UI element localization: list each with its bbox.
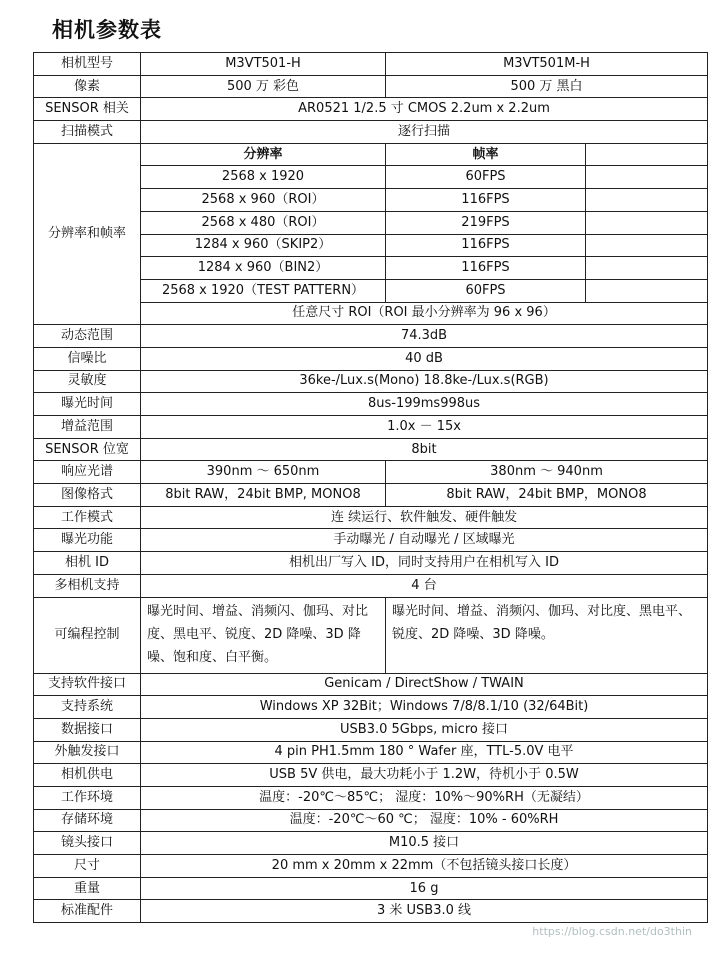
row-label: 标准配件 — [34, 900, 141, 923]
row-label: 相机型号 — [34, 53, 141, 76]
row-label: 扫描模式 — [34, 121, 141, 144]
resolution: 1284 x 960（SKIP2） — [141, 234, 386, 257]
fps: 219FPS — [386, 211, 586, 234]
row-label: 信噪比 — [34, 347, 141, 370]
value: 手动曝光 / 自动曝光 / 区域曝光 — [141, 529, 708, 552]
row-software — [34, 673, 708, 696]
row-programmable — [34, 597, 708, 673]
row-bitwidth — [34, 438, 708, 461]
empty-cell — [586, 257, 708, 280]
row-label: 工作环境 — [34, 786, 141, 809]
value: 温度：-20℃～85℃； 湿度：10%～90%RH（无凝结） — [141, 786, 708, 809]
value: 4 pin PH1.5mm 180 ° Wafer 座，TTL-5.0V 电平 — [141, 741, 708, 764]
row-label: 曝光时间 — [34, 393, 141, 416]
value-b: 500 万 黑白 — [386, 75, 708, 98]
row-sensor — [34, 98, 708, 121]
empty-cell — [586, 143, 708, 166]
row-exposure-time — [34, 393, 708, 416]
value-a: M3VT501-H — [141, 53, 386, 76]
row-work-env — [34, 786, 708, 809]
value-b: 曝光时间、增益、消频闪、伽玛、对比度、黑电平、锐度、2D 降噪、3D 降噪。 — [386, 597, 708, 673]
value: M10.5 接口 — [141, 832, 708, 855]
fps: 60FPS — [386, 166, 586, 189]
resolution: 1284 x 960（BIN2） — [141, 257, 386, 280]
value: 36ke-/Lux.s(Mono) 18.8ke-/Lux.s(RGB) — [141, 370, 708, 393]
value-b: M3VT501M-H — [386, 53, 708, 76]
value: 74.3dB — [141, 325, 708, 348]
row-image-format — [34, 484, 708, 507]
value: Windows XP 32Bit；Windows 7/8/8.1/10 (32/64Bit) — [141, 696, 708, 719]
row-label: 尺寸 — [34, 855, 141, 878]
row-resfps-header — [34, 143, 708, 166]
row-label: 多相机支持 — [34, 574, 141, 597]
value: 3 米 USB3.0 线 — [141, 900, 708, 923]
value: USB 5V 供电，最大功耗小于 1.2W，待机小于 0.5W — [141, 764, 708, 787]
value: 8bit — [141, 438, 708, 461]
row-sensitivity — [34, 370, 708, 393]
row-snr — [34, 347, 708, 370]
row-weight — [34, 877, 708, 900]
value-a: 8bit RAW，24bit BMP, MONO8 — [141, 484, 386, 507]
empty-cell — [586, 279, 708, 302]
row-trigger-if — [34, 741, 708, 764]
resolution: 2568 x 480（ROI） — [141, 211, 386, 234]
row-exposure-func — [34, 529, 708, 552]
row-label: 外触发接口 — [34, 741, 141, 764]
row-spectrum — [34, 461, 708, 484]
value: 40 dB — [141, 347, 708, 370]
row-label: 增益范围 — [34, 416, 141, 439]
row-label: 工作模式 — [34, 506, 141, 529]
row-gain — [34, 416, 708, 439]
resolution: 2568 x 960（ROI） — [141, 189, 386, 212]
row-label: 可编程控制 — [34, 597, 141, 673]
row-label: 支持系统 — [34, 696, 141, 719]
row-lens — [34, 832, 708, 855]
value: Genicam / DirectShow / TWAIN — [141, 673, 708, 696]
spec-table — [33, 52, 708, 923]
row-scan — [34, 121, 708, 144]
row-storage-env — [34, 809, 708, 832]
value: AR0521 1/2.5 寸 CMOS 2.2um x 2.2um — [141, 98, 708, 121]
row-label: 重量 — [34, 877, 141, 900]
row-label: 灵敏度 — [34, 370, 141, 393]
row-label: 像素 — [34, 75, 141, 98]
resolution: 2568 x 1920（TEST PATTERN） — [141, 279, 386, 302]
row-power — [34, 764, 708, 787]
row-size — [34, 855, 708, 878]
empty-cell — [586, 189, 708, 212]
fps: 116FPS — [386, 189, 586, 212]
value-a: 曝光时间、增益、消频闪、伽玛、对比度、黑电平、锐度、2D 降噪、3D 降噪、饱和度、白平衡。 — [141, 597, 386, 673]
row-label: SENSOR 位宽 — [34, 438, 141, 461]
row-accessory — [34, 900, 708, 923]
watermark-url: https://blog.csdn.net/do3thin — [532, 925, 692, 938]
value: 20 mm x 20mm x 22mm（不包括镜头接口长度） — [141, 855, 708, 878]
roi-note: 任意尺寸 ROI（ROI 最小分辨率为 96 x 96） — [141, 302, 708, 325]
row-label: 分辨率和帧率 — [34, 143, 141, 325]
value-a: 390nm ～ 650nm — [141, 461, 386, 484]
row-camera-id — [34, 552, 708, 575]
fps: 116FPS — [386, 257, 586, 280]
value-a: 500 万 彩色 — [141, 75, 386, 98]
page-title: 相机参数表 — [52, 18, 162, 42]
empty-cell — [586, 211, 708, 234]
row-label: 数据接口 — [34, 718, 141, 741]
value: 4 台 — [141, 574, 708, 597]
row-label: 图像格式 — [34, 484, 141, 507]
empty-cell — [586, 166, 708, 189]
row-model — [34, 53, 708, 76]
value: 16 g — [141, 877, 708, 900]
header-fps: 帧率 — [386, 143, 586, 166]
value: 连 续运行、软件触发、硬件触发 — [141, 506, 708, 529]
empty-cell — [586, 234, 708, 257]
value: USB3.0 5Gbps, micro 接口 — [141, 718, 708, 741]
header-resolution: 分辨率 — [141, 143, 386, 166]
value-b: 380nm ～ 940nm — [386, 461, 708, 484]
value: 1.0x － 15x — [141, 416, 708, 439]
row-data-if — [34, 718, 708, 741]
row-label: 镜头接口 — [34, 832, 141, 855]
value: 温度：-20℃～60 ℃； 湿度：10% - 60%RH — [141, 809, 708, 832]
row-os — [34, 696, 708, 719]
row-label: 相机供电 — [34, 764, 141, 787]
row-multi — [34, 574, 708, 597]
row-work-mode — [34, 506, 708, 529]
row-dynamic — [34, 325, 708, 348]
fps: 60FPS — [386, 279, 586, 302]
row-label: SENSOR 相关 — [34, 98, 141, 121]
row-label: 相机 ID — [34, 552, 141, 575]
value: 逐行扫描 — [141, 121, 708, 144]
fps: 116FPS — [386, 234, 586, 257]
resolution: 2568 x 1920 — [141, 166, 386, 189]
value-b: 8bit RAW，24bit BMP，MONO8 — [386, 484, 708, 507]
row-label: 曝光功能 — [34, 529, 141, 552]
row-label: 响应光谱 — [34, 461, 141, 484]
value: 相机出厂写入 ID，同时支持用户在相机写入 ID — [141, 552, 708, 575]
row-label: 存储环境 — [34, 809, 141, 832]
row-label: 支持软件接口 — [34, 673, 141, 696]
value: 8us-199ms998us — [141, 393, 708, 416]
row-label: 动态范围 — [34, 325, 141, 348]
row-pixels — [34, 75, 708, 98]
